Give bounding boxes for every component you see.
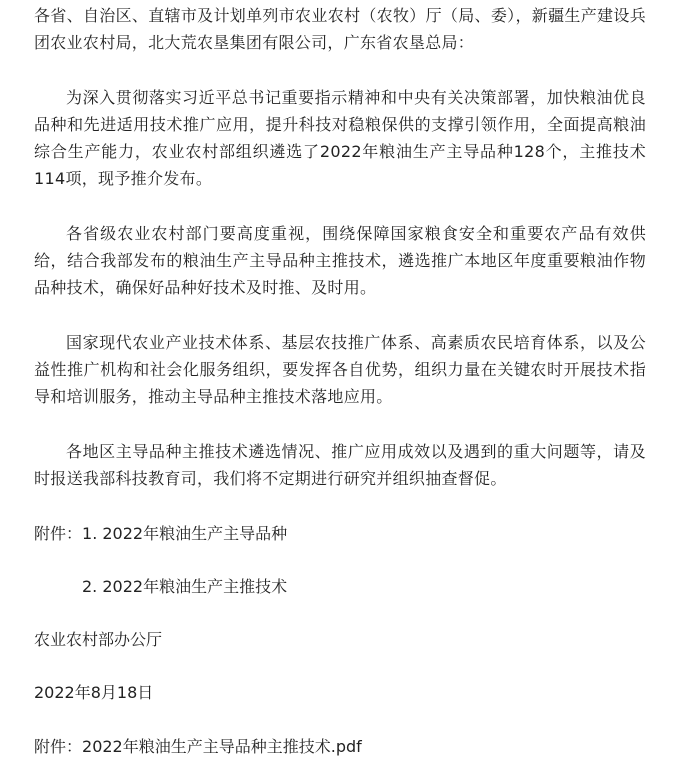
paragraph-1: 为深入贯彻落实习近平总书记重要指示精神和中央有关决策部署，加快粮油优良品种和先进适用技术推广应用，提升科技对稳粮保供的支撑引领作用，全面提高粮油综合生产能力，农业农村部组织遴选了2022年粮油生产主导品种128个，主推技术114项，现予推介发布。 [34, 88, 646, 188]
file-attachment-label: 附件： [34, 737, 83, 756]
issue-date: 2022年8月18日 [34, 683, 154, 702]
attachment-list-first [34, 520, 287, 547]
attachment-item-2: 2. 2022年粮油生产主推技术 [82, 577, 288, 596]
issuer: 农业农村部办公厅 [34, 630, 163, 649]
paragraph-3: 国家现代农业产业技术体系、基层农技推广体系、高素质农民培育体系，以及公益性推广机构和社会化服务组织，要发挥各自优势，组织力量在关键农时开展技术指导和培训服务，推动主导品种主推技术落地应用。 [34, 333, 646, 406]
file-attachment [34, 733, 362, 760]
pdf-attachment-link[interactable]: 2022年粮油生产主导品种主推技术.pdf [82, 737, 362, 756]
attachment-label: 附件： [34, 524, 83, 543]
paragraph-2: 各省级农业农村部门要高度重视，围绕保障国家粮食安全和重要农产品有效供给，结合我部发布的粮油生产主导品种主推技术，遴选推广本地区年度重要粮油作物品种技术，确保好品种好技术及时推、及时用。 [34, 224, 646, 297]
attachment-item-1: 1. 2022年粮油生产主导品种 [82, 524, 288, 543]
salutation: 各省、自治区、直辖市及计划单列市农业农村（农牧）厅（局、委），新疆生产建设兵团农业农村局，北大荒农垦集团有限公司，广东省农垦总局： [34, 6, 646, 52]
paragraph-4: 各地区主导品种主推技术遴选情况、推广应用成效以及遇到的重大问题等，请及时报送我部科技教育司，我们将不定期进行研究并组织抽查督促。 [34, 442, 646, 488]
attachment-list-second [82, 573, 287, 600]
